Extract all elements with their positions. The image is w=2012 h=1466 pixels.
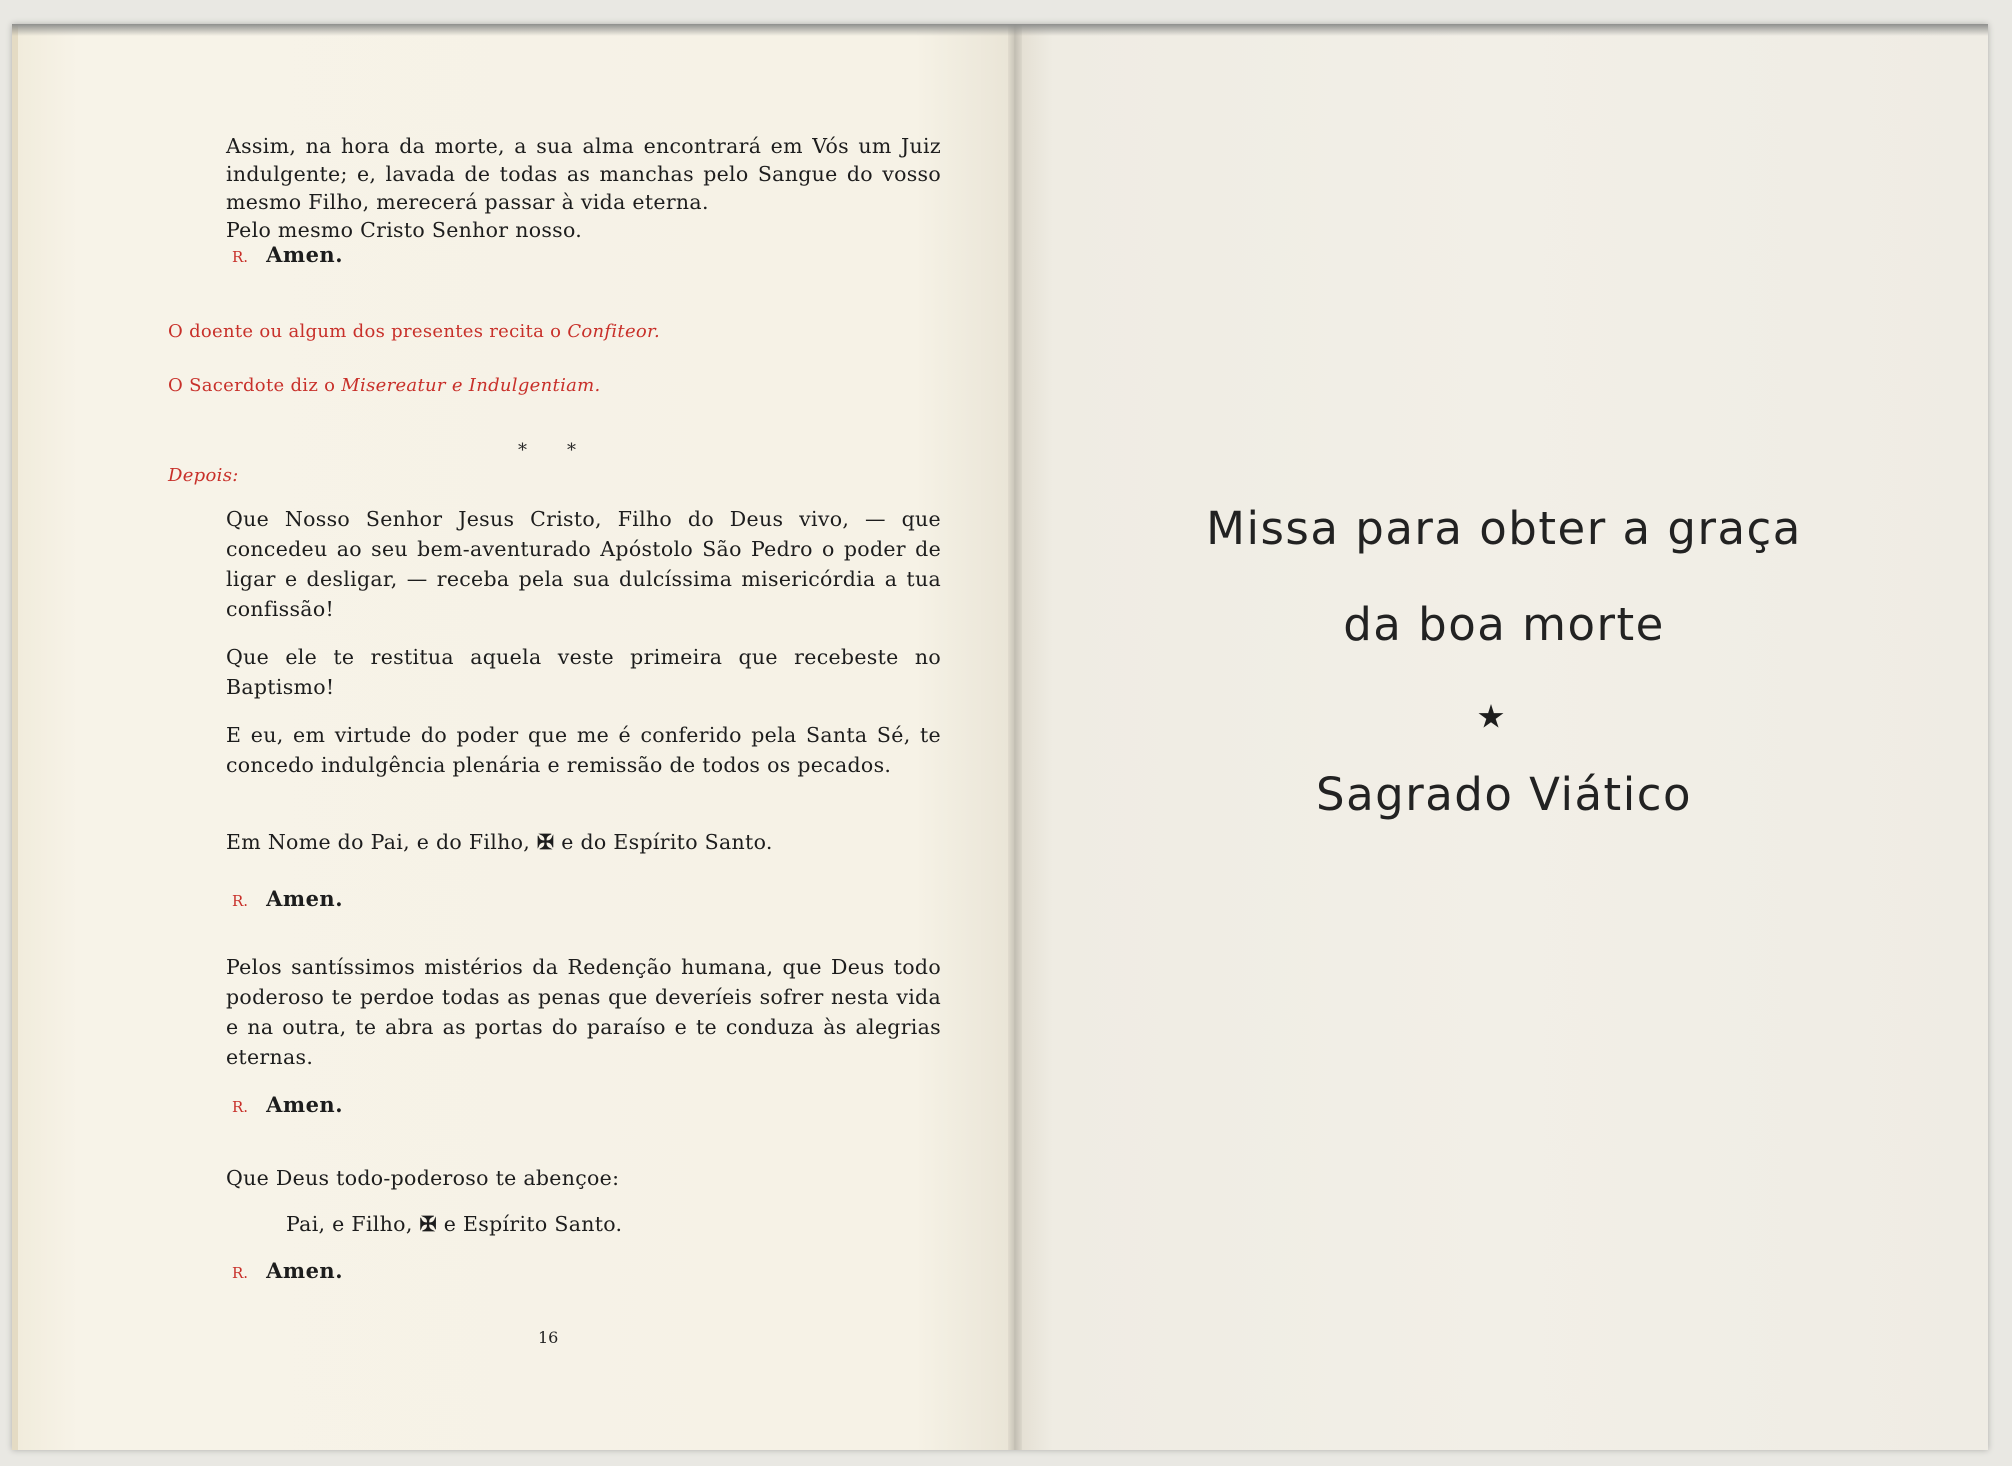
response-amen-2: R. Amen. bbox=[232, 886, 344, 911]
closing-prayer: Assim, na hora da morte, a sua alma encontrará em Vós um Juiz indulgente; e, lavada de todas as manchas pelo Sangue do vosso mesmo Filho, merecerá passar à vida eterna. Pelo mesmo Cristo Senhor nosso. bbox=[226, 134, 941, 242]
cross-icon: ✠ bbox=[536, 830, 555, 854]
absolution-prayer: Que Nosso Senhor Jesus Cristo, Filho do Deus vivo, — que concedeu ao seu bem-aventurado Apóstolo São Pedro o poder de ligar e desligar, — receba pela sua dulcíssima misericórdia a tua confissão! bbox=[226, 507, 941, 621]
response-amen-1: R. Amen. bbox=[232, 242, 344, 267]
rubric-misereatur: O Sacerdote diz o Misereatur e Indulgentiam. bbox=[168, 375, 601, 396]
left-page bbox=[12, 24, 1014, 1450]
title-line-1: Missa para obter a graça bbox=[1206, 502, 1802, 555]
cross-icon: ✠ bbox=[419, 1212, 437, 1236]
title-line-2: da boa morte bbox=[1343, 598, 1665, 651]
star-icon bbox=[1478, 704, 1504, 730]
page-top-edge bbox=[12, 24, 1988, 36]
rubric-confiteor: O doente ou algum dos presentes recita o Confiteor. bbox=[168, 321, 661, 342]
rubric-depois: Depois: bbox=[168, 465, 239, 486]
indulgence-prayer: E eu, em virtude do poder que me é conferido pela Santa Sé, te concedo indulgência plenária e remissão de todos os pecados. bbox=[226, 723, 941, 777]
trinity-blessing-1: Em Nome do Pai, e do Filho, ✠ e do Espírito Santo. bbox=[226, 830, 773, 854]
redemption-prayer: Pelos santíssimos mistérios da Redenção humana, que Deus todo poderoso te perdoe todas as penas que deveríeis sofrer nesta vida e na outra, te abra as portas do paraíso e te conduza às alegrias eternas. bbox=[226, 955, 941, 1069]
baptism-prayer: Que ele te restitua aquela veste primeira que recebeste no Baptismo! bbox=[226, 645, 941, 699]
book-spread bbox=[12, 24, 1988, 1450]
response-amen-3: R. Amen. bbox=[232, 1092, 344, 1117]
response-amen-4: R. Amen. bbox=[232, 1258, 344, 1283]
final-blessing: Que Deus todo-poderoso te abençoe: bbox=[226, 1166, 620, 1190]
right-page bbox=[1014, 24, 1988, 1450]
book-gutter bbox=[1008, 24, 1022, 1450]
page-number: 16 bbox=[538, 1328, 559, 1347]
section-asterisks: * * bbox=[518, 440, 577, 461]
subtitle-sagrado-viatico: Sagrado Viático bbox=[1316, 768, 1692, 821]
trinity-blessing-2: Pai, e Filho, ✠ e Espírito Santo. bbox=[286, 1212, 623, 1236]
